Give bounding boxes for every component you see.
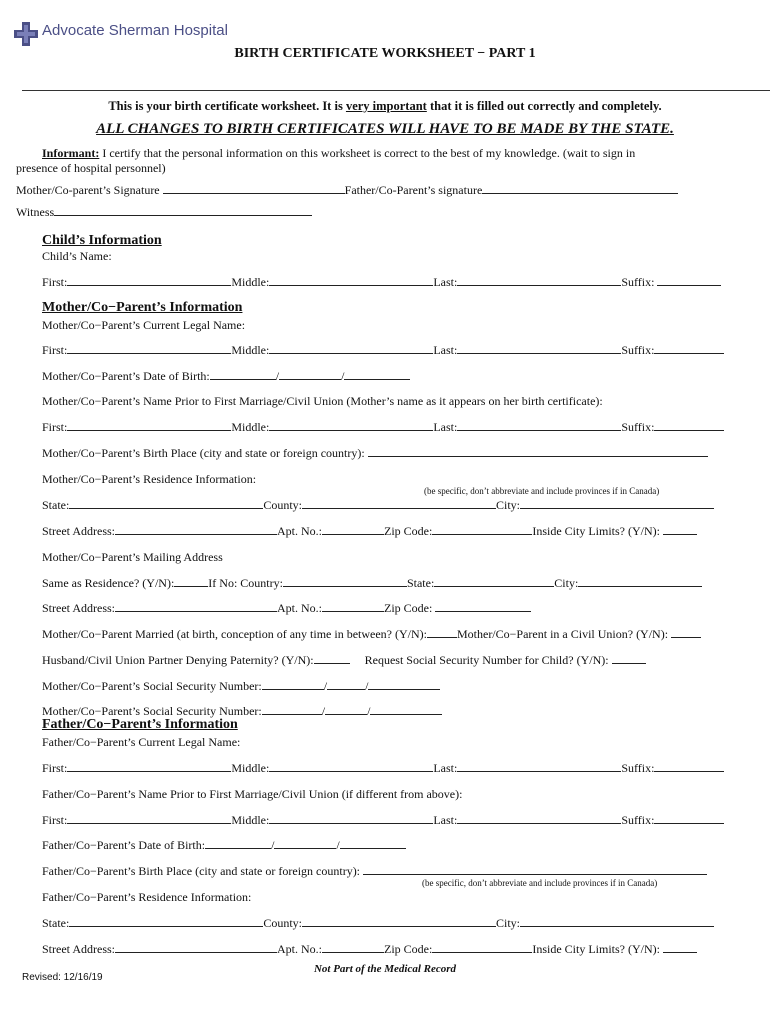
father-street-row: Street Address: Apt. No.: Zip Code: Inside City Limits? (Y/N): <box>42 942 697 957</box>
father-apt-field[interactable] <box>322 942 384 953</box>
mother-section-heading: Mother/Co−Parent’s Information <box>42 300 243 315</box>
witness-field[interactable] <box>54 205 312 216</box>
mother-mailing-zip-field[interactable] <box>435 601 531 612</box>
mother-mailing-state-field[interactable] <box>434 576 554 587</box>
mother-signature-row: Mother/Co-parent’s Signature Father/Co-Parent’s signature <box>16 183 678 198</box>
husband-deny-field[interactable] <box>314 653 350 664</box>
father-name-row: First: Middle: Last: Suffix: <box>42 761 724 776</box>
father-prior-middle-field[interactable] <box>269 813 433 824</box>
mother-prior-last-field[interactable] <box>457 420 621 431</box>
mother-suffix-field[interactable] <box>654 343 724 354</box>
father-prior-last-field[interactable] <box>457 813 621 824</box>
mother-prior-name-label: Mother/Co−Parent’s Name Prior to First Marriage/Civil Union (Mother’s name as it appears on her birth certificate): <box>42 394 603 408</box>
father-middle-field[interactable] <box>269 761 433 772</box>
child-name-row: First: Middle: Last: Suffix: <box>42 275 721 290</box>
hospital-name: Advocate Sherman Hospital <box>42 22 228 39</box>
mother-ssn-row-1: Mother/Co−Parent’s Social Security Number: / / <box>42 679 440 694</box>
mother-mailing-street-row: Street Address: Apt. No.: Zip Code: <box>42 601 531 616</box>
mother-signature-field[interactable] <box>163 183 345 194</box>
mother-state-field[interactable] <box>69 498 263 509</box>
father-state-field[interactable] <box>69 916 263 927</box>
father-zip-field[interactable] <box>432 942 532 953</box>
mother-zip-field[interactable] <box>432 524 532 535</box>
mother-prior-middle-field[interactable] <box>269 420 433 431</box>
mother-apt-field[interactable] <box>322 524 384 535</box>
child-suffix-field[interactable] <box>657 275 721 286</box>
father-street-field[interactable] <box>115 942 277 953</box>
father-prior-name-row: First: Middle: Last: Suffix: <box>42 813 724 828</box>
mother-mailing-street-field[interactable] <box>115 601 277 612</box>
footer-not-medical-record: Not Part of the Medical Record <box>313 963 457 975</box>
father-last-field[interactable] <box>457 761 621 772</box>
mother-state-county-city-row: State: County: City: <box>42 498 714 513</box>
father-legal-name-label: Father/Co−Parent’s Current Legal Name: <box>42 735 241 749</box>
child-last-field[interactable] <box>457 275 621 286</box>
mother-same-as-field[interactable] <box>174 576 208 587</box>
father-state-county-city-row: State: County: City: <box>42 916 714 931</box>
father-first-field[interactable] <box>67 761 231 772</box>
mother-first-field[interactable] <box>67 343 231 354</box>
paternity-ssn-request-row: Husband/Civil Union Partner Denying Paternity? (Y/N): Request Social Security Number for Child? (Y/N): <box>42 653 646 668</box>
father-county-field[interactable] <box>302 916 496 927</box>
mother-mailing-country-field[interactable] <box>283 576 407 587</box>
child-section-heading: Child’s Information <box>42 233 162 248</box>
mother-ssn1-part2-field[interactable] <box>327 679 365 690</box>
mother-residence-label: Mother/Co−Parent’s Residence Information: <box>42 472 257 486</box>
intro-text: This is your birth certificate worksheet. It is very important that it is filled out correctly and completely. <box>108 99 662 113</box>
header-divider <box>22 90 770 91</box>
father-birthplace-field[interactable] <box>363 864 707 875</box>
mother-ssn1-part3-field[interactable] <box>368 679 440 690</box>
witness-row: Witness <box>16 205 312 220</box>
father-dob-year-field[interactable] <box>340 838 406 849</box>
child-middle-field[interactable] <box>269 275 433 286</box>
advocate-cross-icon <box>14 22 38 46</box>
mother-ssn2-part1-field[interactable] <box>262 704 322 715</box>
mother-street-field[interactable] <box>115 524 277 535</box>
father-prior-suffix-field[interactable] <box>654 813 724 824</box>
father-residence-note: (be specific, don’t abbreviate and include provinces if in Canada) <box>422 878 658 888</box>
mother-ssn2-part2-field[interactable] <box>325 704 367 715</box>
mother-prior-first-field[interactable] <box>67 420 231 431</box>
mother-name-row: First: Middle: Last: Suffix: <box>42 343 724 358</box>
mother-ssn-row-2: Mother/Co−Parent’s Social Security Number: / / <box>42 704 442 719</box>
mother-street-row: Street Address: Apt. No.: Zip Code: Inside City Limits? (Y/N): <box>42 524 697 539</box>
father-suffix-field[interactable] <box>654 761 724 772</box>
page-title: BIRTH CERTIFICATE WORKSHEET − PART 1 <box>234 46 536 61</box>
mother-ssn2-part3-field[interactable] <box>370 704 442 715</box>
father-section-heading: Father/Co−Parent’s Information <box>42 717 238 732</box>
father-prior-name-label: Father/Co−Parent’s Name Prior to First Marriage/Civil Union (if different from above): <box>42 787 463 801</box>
informant-statement: Informant: I certify that the personal information on this worksheet is correct to the best of my knowledge. (wait to sign in <box>42 146 636 160</box>
mother-dob-row: Mother/Co−Parent’s Date of Birth: / / <box>42 369 410 384</box>
child-name-label: Child’s Name: <box>42 249 112 263</box>
mother-dob-month-field[interactable] <box>210 369 276 380</box>
request-ssn-field[interactable] <box>612 653 646 664</box>
father-city-field[interactable] <box>520 916 714 927</box>
child-first-field[interactable] <box>67 275 231 286</box>
father-signature-field[interactable] <box>482 183 678 194</box>
mother-ssn1-part1-field[interactable] <box>262 679 324 690</box>
mother-mailing-apt-field[interactable] <box>322 601 384 612</box>
mother-prior-name-row: First: Middle: Last: Suffix: <box>42 420 724 435</box>
mother-civil-union-field[interactable] <box>671 627 701 638</box>
father-dob-day-field[interactable] <box>274 838 336 849</box>
father-dob-row: Father/Co−Parent’s Date of Birth: / / <box>42 838 406 853</box>
father-birthplace-row: Father/Co−Parent’s Birth Place (city and state or foreign country): <box>42 864 707 879</box>
mother-city-field[interactable] <box>520 498 714 509</box>
father-prior-first-field[interactable] <box>67 813 231 824</box>
mother-residence-note: (be specific, don’t abbreviate and include provinces if in Canada) <box>424 486 660 496</box>
all-changes-notice: ALL CHANGES TO BIRTH CERTIFICATES WILL HAVE TO BE MADE BY THE STATE. <box>96 121 674 137</box>
father-inside-city-field[interactable] <box>663 942 697 953</box>
mother-dob-year-field[interactable] <box>344 369 410 380</box>
mother-county-field[interactable] <box>302 498 496 509</box>
revision-date: Revised: 12/16/19 <box>22 972 103 983</box>
mother-married-row: Mother/Co−Parent Married (at birth, conception of any time in between? (Y/N): Mother/Co−Parent in a Civil Union? (Y/N): <box>42 627 701 642</box>
mother-last-field[interactable] <box>457 343 621 354</box>
mother-birthplace-field[interactable] <box>368 446 708 457</box>
mother-inside-city-field[interactable] <box>663 524 697 535</box>
mother-middle-field[interactable] <box>269 343 433 354</box>
mother-dob-day-field[interactable] <box>279 369 341 380</box>
mother-mailing-city-field[interactable] <box>578 576 702 587</box>
mother-legal-name-label: Mother/Co−Parent’s Current Legal Name: <box>42 318 246 332</box>
father-dob-month-field[interactable] <box>205 838 271 849</box>
mother-mailing-label: Mother/Co−Parent’s Mailing Address <box>42 550 223 564</box>
mother-prior-suffix-field[interactable] <box>654 420 724 431</box>
mother-birthplace-row: Mother/Co−Parent’s Birth Place (city and state or foreign country): <box>42 446 708 461</box>
informant-statement-cont: presence of hospital personnel) <box>16 161 166 175</box>
father-residence-label: Father/Co−Parent’s Residence Information: <box>42 890 252 904</box>
mother-married-field[interactable] <box>427 627 457 638</box>
mother-mailing-row: Same as Residence? (Y/N): If No: Country: State: City: <box>42 576 702 591</box>
